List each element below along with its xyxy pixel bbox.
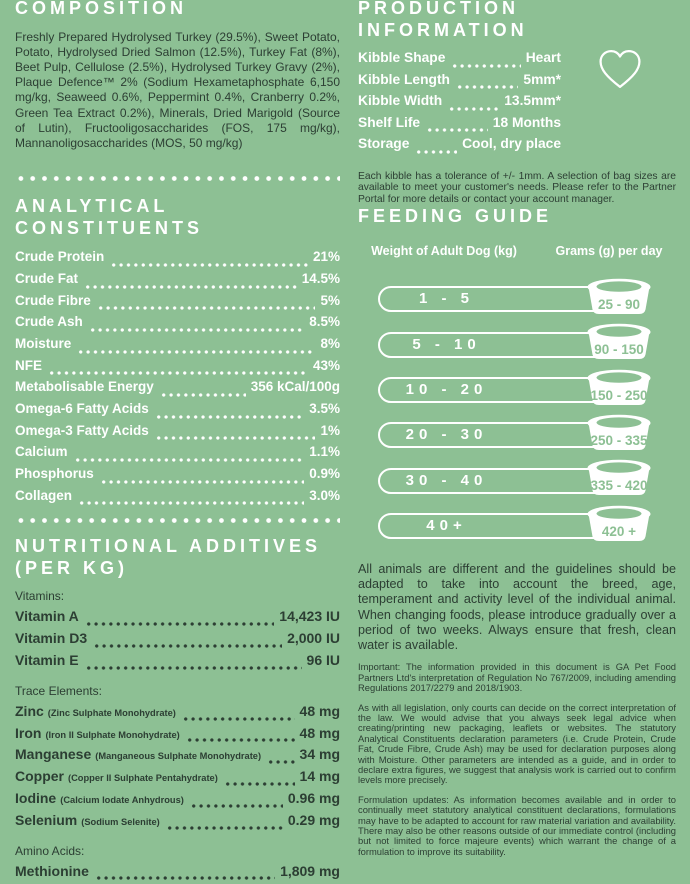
row-sublabel: (Zinc Sulphate Monohydrate) [47, 707, 176, 718]
row-value: 5% [320, 292, 340, 308]
row-label: NFE [15, 357, 42, 373]
feeding-row [358, 323, 676, 368]
feeding-row [358, 414, 676, 459]
dot-leader [451, 64, 520, 68]
feeding-row [358, 278, 676, 323]
dog-bowl-icon [585, 414, 653, 451]
row-label: Vitamin E [15, 651, 79, 668]
row-value: 13.5mm* [504, 93, 561, 108]
grams-column-header: Grams (g) per day [555, 243, 663, 258]
dot-leader [84, 285, 297, 289]
feeding-guide-rows [358, 278, 676, 550]
additives-title-line2: (PER KG) [15, 557, 128, 578]
analytical-row [15, 423, 340, 445]
production-row [358, 136, 561, 158]
row-label: Crude Fat [15, 270, 79, 286]
row-sublabel: (Calcium Iodate Anhydrous) [60, 794, 184, 805]
row-label: Zinc [15, 702, 44, 719]
formulation-updates-paragraph: Formulation updates: As information becomes available and in order to continually meet statutory analytical constituent declarations, formulations may have to be adapted to account for raw material variation and availability. There may also be other reasons outside of our immediate control (including but not limited to force majeure events) which warrant the change of a formulation to improve its suitability. [358, 793, 676, 857]
row-value: 96 IU [306, 651, 340, 668]
legislation-paragraph: As with all legislation, only courts can decide on the correct interpretation of the law. We would advise that you always seek legal advice when creating/printing new packaging, leaflets or websites. The statutory Analytical Constituents declaration parameters (i.e. Crude Protein, Crude Fat, Crude Fibre, Crude Ash) may be used for declaration purposes along with Moisture. Other parameters are intended as a guide, and in order to declare extra figures, we suggest that analysis work is carried out to confirm levels more precisely. [358, 701, 676, 786]
analytical-row [15, 314, 340, 336]
row-value: 14.5% [301, 270, 340, 286]
row-value: 3.5% [309, 400, 340, 416]
row-value: 356 kCal/100g [250, 379, 340, 395]
dog-bowl-icon [585, 459, 653, 496]
row-label: Omega-3 Fatty Acids [15, 422, 149, 438]
row-label: Kibble Length [358, 71, 450, 87]
trace-row [15, 725, 340, 747]
trace-row [15, 768, 340, 790]
dotted-separator [15, 518, 340, 523]
row-value: 14 mg [299, 768, 340, 785]
row-value: 2,000 IU [287, 630, 340, 647]
trace-row [15, 790, 340, 812]
row-value: 14,423 IU [279, 608, 340, 625]
row-label: Crude Protein [15, 249, 105, 265]
row-value: 34 mg [299, 746, 340, 763]
right-column [358, 0, 676, 856]
grams-range: 90 - 150 [594, 342, 644, 358]
dot-leader [456, 85, 518, 89]
weight-range: 30 - 40 [405, 471, 488, 489]
dog-bowl-icon [585, 323, 653, 360]
row-value: 0.96 mg [287, 789, 340, 806]
additives-title-line1: NUTRITIONAL ADDITIVES [15, 536, 322, 557]
trace-row [15, 703, 340, 725]
row-value: 5mm* [523, 71, 561, 87]
important-note-paragraph: Important: The information provided in this document is GA Pet Food Partners Ltd's interpretation of Regulation No 767/2009, including amending Regulations 2017/2279 and 2018/1903. [358, 661, 676, 694]
trace-rows [15, 703, 340, 834]
trace-row [15, 746, 340, 768]
row-value: 21% [312, 249, 340, 265]
row-value: 1.1% [309, 444, 340, 460]
row-value: Cool, dry place [462, 136, 561, 151]
production-row [358, 50, 561, 72]
vitamin-rows [15, 608, 340, 673]
row-label: Metabolisable Energy [15, 379, 154, 395]
production-row [358, 115, 561, 137]
vitamin-row [15, 630, 340, 652]
additives-title [15, 536, 340, 579]
row-label: Crude Ash [15, 314, 83, 330]
row-label: Calcium [15, 444, 68, 460]
feeding-row [358, 505, 676, 550]
dotted-separator [15, 176, 340, 181]
row-sublabel: (Copper II Sulphate Pentahydrate) [68, 773, 218, 784]
row-label: Moisture [15, 335, 72, 351]
dot-leader [186, 738, 295, 742]
row-label: Collagen [15, 487, 73, 503]
dog-bowl-icon [585, 278, 653, 315]
dot-leader [267, 760, 294, 764]
row-label: Methionine [15, 862, 89, 879]
row-label: Iron [15, 724, 42, 741]
composition-body: Freshly Prepared Hydrolysed Turkey (29.5%), Sweet Potato, Potato, Hydrolysed Dried Salmon (12.5%), Turkey Fat (8%), Beet Pulp, Cellulose (2.5%), Hydrolysed Turkey Gravy (2%), Plaque Defence™ 2% (Sodium Hexametaphosphate 6,150 mg/kg, Seaweed 0.6%, Peppermint 0.4%, Cranberry 0.2%, Green Tea Extract 0.2%), Minerals, Dried Marigold (Source of Lutin), Fructooligosaccharides (FOS, 175 mg/kg), Mannanoligosaccharides (MOS, 50 mg/kg) [15, 29, 340, 150]
feeding-row [358, 369, 676, 414]
weight-range: 20 - 30 [405, 426, 488, 444]
analytical-row [15, 271, 340, 293]
dot-leader [78, 501, 304, 505]
amino-group-label: Amino Acids: [15, 843, 85, 858]
dot-leader [89, 328, 304, 332]
grams-range: 25 - 90 [597, 296, 641, 312]
row-label: Omega-6 Fatty Acids [15, 400, 149, 416]
row-value: 1% [320, 422, 340, 438]
production-rows [358, 50, 561, 158]
dot-leader [182, 717, 295, 721]
grams-range: 420 + [601, 523, 637, 539]
dot-leader [85, 666, 302, 670]
analytical-row [15, 444, 340, 466]
row-value: Heart [525, 50, 561, 65]
grams-range: 150 - 250 [590, 387, 648, 403]
dot-leader [97, 306, 316, 310]
row-value: 8% [320, 335, 340, 351]
analytical-row [15, 249, 340, 271]
analytical-title-line1: ANALYTICAL [15, 196, 169, 217]
dot-leader [77, 350, 315, 354]
dot-leader [85, 622, 274, 626]
dot-leader [155, 436, 316, 440]
weight-range: 10 - 20 [405, 381, 488, 398]
grams-range: 335 - 420 [590, 478, 648, 494]
dog-bowl-icon [585, 505, 653, 542]
row-value: 8.5% [309, 314, 340, 330]
row-label: Kibble Shape [358, 50, 446, 65]
analytical-row [15, 293, 340, 315]
row-sublabel: (Sodium Selenite) [81, 816, 160, 827]
production-title-line1: PRODUCTION [358, 0, 519, 18]
grams-range: 250 - 335 [590, 432, 648, 448]
row-label: Storage [358, 136, 410, 151]
row-label: Manganese [15, 746, 92, 763]
row-label: Phosphorus [15, 466, 94, 481]
dot-leader [100, 480, 304, 484]
dot-leader [95, 876, 275, 880]
dot-leader [74, 458, 305, 462]
analytical-row [15, 358, 340, 380]
vitamin-row [15, 652, 340, 674]
row-label: Vitamin A [15, 608, 79, 625]
production-title [358, 0, 676, 41]
row-value: 48 mg [299, 702, 340, 719]
trace-row [15, 812, 340, 834]
dot-leader [190, 804, 283, 808]
weight-column-header: Weight of Adult Dog (kg) [371, 243, 517, 258]
row-value: 18 Months [492, 114, 561, 130]
dot-leader [224, 782, 295, 786]
row-label: Crude Fibre [15, 292, 91, 308]
production-row [358, 93, 561, 115]
heart-icon [597, 48, 643, 95]
analytical-row [15, 379, 340, 401]
feeding-guidelines-paragraph: All animals are different and the guidelines should be adapted to take into account the breed, age, temperament and activity level of the individual animal. When changing foods, please introduce gradually over a period of two weeks. Always ensure that fresh, clean water is available. [358, 562, 676, 653]
analytical-title [15, 196, 340, 239]
row-label: Copper [15, 768, 64, 785]
dot-leader [155, 415, 304, 419]
production-title-line2: INFORMATION [358, 19, 528, 40]
left-column [15, 0, 340, 879]
row-label: Selenium [15, 811, 78, 828]
row-value: 0.29 mg [287, 811, 340, 828]
composition-title: COMPOSITION [15, 0, 188, 18]
dot-leader [48, 371, 308, 375]
row-label: Vitamin D3 [15, 630, 88, 647]
feeding-guide-title: FEEDING GUIDE [358, 206, 553, 227]
row-value: 48 mg [299, 724, 340, 741]
row-label: Iodine [15, 789, 57, 806]
row-value: 0.9% [309, 466, 340, 481]
feeding-guide-headers [358, 244, 676, 259]
production-row [358, 72, 561, 94]
row-label: Kibble Width [358, 93, 443, 108]
weight-range: 1 - 5 [418, 290, 474, 308]
dot-leader [166, 826, 283, 830]
dot-leader [426, 128, 488, 132]
dot-leader [448, 107, 499, 111]
weight-range: 40+ [426, 517, 467, 535]
analytical-row [15, 466, 340, 488]
row-sublabel: (Manganeous Sulphate Monohydrate) [95, 751, 262, 762]
vitamins-group-label: Vitamins: [15, 589, 65, 604]
analytical-row [15, 488, 340, 510]
analytical-row [15, 401, 340, 423]
dot-leader [110, 263, 308, 267]
amino-rows [15, 863, 340, 884]
dot-leader [160, 393, 246, 397]
analytical-title-line2: CONSTITUENTS [15, 217, 204, 238]
row-sublabel: (Iron II Sulphate Monohydrate) [45, 729, 180, 740]
trace-group-label: Trace Elements: [15, 683, 102, 698]
weight-range: 5 - 10 [412, 335, 481, 353]
vitamin-row [15, 608, 340, 630]
row-value: 43% [312, 357, 340, 373]
row-label: Shelf Life [358, 114, 421, 130]
row-value: 1,809 mg [280, 862, 340, 879]
dot-leader [415, 150, 457, 154]
row-value: 3.0% [309, 487, 340, 503]
kibble-tolerance-note: Each kibble has a tolerance of +/- 1mm. A selection of bag sizes are available to meet your customer's needs. Please refer to the Partner Portal for more details or contact your account manager. [358, 170, 676, 206]
analytical-rows [15, 249, 340, 509]
dog-bowl-icon [585, 369, 653, 406]
feeding-row [358, 459, 676, 504]
analytical-row [15, 336, 340, 358]
dot-leader [93, 644, 282, 648]
amino-row [15, 863, 340, 884]
